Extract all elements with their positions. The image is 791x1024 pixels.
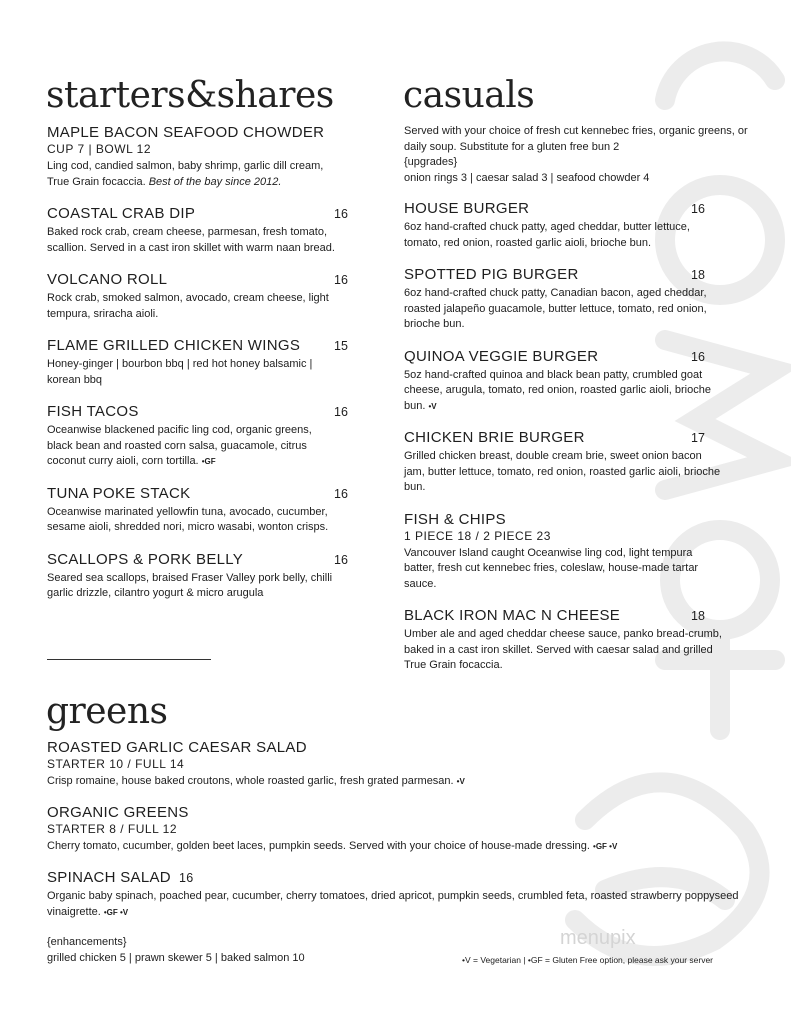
item-description-text: 5oz hand-crafted quinoa and black bean patty, crumbled goat cheese, arugula, tomato, red onion, roasted garlic aioli, brioche bun. — [404, 368, 711, 412]
item-description — [404, 627, 724, 674]
item-description — [47, 357, 337, 388]
menu-item — [47, 403, 347, 470]
item-description — [47, 839, 747, 855]
item-description-text: Crisp romaine, house baked croutons, whole roasted garlic, fresh grated parmesan. — [47, 775, 454, 787]
item-description — [404, 546, 724, 593]
menu-item — [404, 511, 749, 593]
section-divider — [47, 659, 211, 660]
menu-item — [47, 205, 347, 256]
item-name-text: QUINOA VEGGIE BURGER — [404, 347, 599, 365]
menu-item — [47, 804, 747, 855]
item-name-text: VOLCANO ROLL — [47, 271, 168, 288]
casuals-intro: Served with your choice of fresh cut kennebec fries, organic greens, or daily soup. Substitute for a gluten free bun 2 — [404, 125, 748, 153]
item-description — [47, 505, 337, 536]
item-price: 16 — [178, 871, 194, 885]
enhancements-label: {enhancements} — [47, 936, 127, 948]
menu-item — [47, 869, 747, 920]
item-description — [47, 225, 337, 256]
item-price: 16 — [334, 207, 348, 221]
item-price: 18 — [691, 268, 705, 282]
item-description-text: Oceanwise marinated yellowfin tuna, avocado, cucumber, sesame aioli, shredded nori, micro wasabi, wonton crisps. — [47, 505, 329, 533]
item-description — [47, 423, 337, 470]
item-description-text: Oceanwise blackened pacific ling cod, organic greens, black bean and roasted corn salsa, guacamole, citrus coconut curry aioli, corn tortilla. — [47, 424, 312, 467]
upgrades-label: {upgrades} — [404, 156, 458, 168]
item-size-prices: STARTER 10 / FULL 14 — [47, 757, 185, 771]
dietary-tag: •V — [456, 777, 465, 786]
item-description-text: Rock crab, smoked salmon, avocado, cream cheese, light tempura, sriracha aioli. — [47, 292, 329, 320]
item-price: 18 — [691, 609, 705, 623]
item-price: 16 — [334, 486, 348, 501]
logo-letter-stroke — [665, 51, 775, 100]
item-name-text: SPINACH SALAD — [47, 869, 171, 886]
item-price: 16 — [334, 405, 348, 419]
item-size-prices: 1 PIECE 18 / 2 PIECE 23 — [404, 528, 551, 543]
menu-item — [47, 739, 747, 790]
item-name-text: FLAME GRILLED CHICKEN WINGS — [47, 337, 301, 354]
item-description — [404, 368, 724, 415]
item-size-prices: STARTER 8 / FULL 12 — [47, 822, 177, 836]
item-name — [47, 205, 347, 223]
item-price: 17 — [691, 431, 705, 445]
item-name-text: FISH TACOS — [47, 403, 139, 420]
item-description-text: Honey-ginger | bourbon bbq | red hot honey balsamic | korean bbq — [47, 358, 313, 386]
item-name — [47, 124, 347, 142]
item-note: Best of the bay since 2012. — [148, 175, 282, 188]
item-description-text: Baked rock crab, cream cheese, parmesan, fresh tomato, scallion. Served in a cast iron skillet with warm naan bread. — [47, 226, 335, 254]
menu-item — [47, 485, 347, 536]
item-price: 16 — [334, 273, 348, 287]
item-name — [47, 869, 747, 887]
menupix-watermark: menupix — [560, 927, 636, 949]
casuals-list — [404, 124, 749, 689]
item-description-text: Vancouver Island caught Oceanwise ling cod, light tempura batter, fresh cut kennebec fries, coleslaw, house-made tartar sauce. — [404, 546, 699, 590]
greens-heading: greens — [46, 691, 168, 732]
item-description — [47, 159, 337, 190]
casuals-heading: casuals — [403, 75, 535, 116]
menu-item — [47, 124, 347, 190]
item-name-text: TUNA POKE STACK — [47, 484, 191, 502]
item-description — [47, 889, 747, 920]
item-name — [404, 511, 749, 529]
menu-item — [404, 200, 749, 251]
item-name — [47, 403, 347, 421]
item-price: 16 — [691, 202, 705, 216]
item-price: 16 — [691, 349, 705, 364]
item-name-text: MAPLE BACON SEAFOOD CHOWDER — [47, 124, 325, 141]
item-name-text: CHICKEN BRIE BURGER — [404, 429, 585, 446]
item-size-prices: CUP 7 | BOWL 12 — [47, 142, 151, 156]
upgrades-list: onion rings 3 | caesar salad 3 | seafood chowder 4 — [404, 171, 650, 184]
item-description — [404, 449, 724, 496]
dietary-tag: •GF •V — [593, 842, 618, 851]
item-name-text: BLACK IRON MAC N CHEESE — [404, 607, 621, 624]
menu-item — [404, 348, 749, 415]
item-name — [47, 337, 347, 355]
item-description — [47, 291, 337, 322]
item-description-text: Seared sea scallops, braised Fraser Valley pork belly, chilli garlic drizzle, cilantro yogurt & micro arugula — [47, 571, 333, 599]
item-name — [47, 271, 347, 289]
item-description-text: 6oz hand-crafted chuck patty, aged cheddar, butter lettuce, tomato, red onion, roasted garlic aioli, brioche bun. — [404, 221, 690, 249]
item-description-text: Umber ale and aged cheddar cheese sauce, panko bread-crumb, baked in a cast iron skillet. Served with caesar salad and grilled True Grain focaccia. — [404, 628, 722, 671]
item-name-text: COASTAL CRAB DIP — [47, 205, 196, 222]
menu-item — [47, 271, 347, 322]
dietary-tag: •GF •V — [103, 907, 129, 917]
item-name-text: SPOTTED PIG BURGER — [404, 266, 579, 283]
item-name-text: HOUSE BURGER — [404, 200, 530, 217]
item-name — [47, 739, 747, 757]
item-name-text: ROASTED GARLIC CAESAR SALAD — [47, 739, 307, 756]
menu-item — [404, 266, 749, 333]
item-name — [47, 485, 347, 503]
item-name-text: FISH & CHIPS — [404, 510, 506, 528]
item-description-text: 6oz hand-crafted chuck patty, Canadian bacon, aged cheddar, roasted jalapeño guacamole, butter lettuce, tomato, red onion, brioche bun. — [404, 287, 707, 330]
item-description-text: Ling cod, candied salmon, baby shrimp, garlic dill cream, True Grain focaccia. — [47, 160, 324, 188]
menu-item — [404, 429, 749, 496]
menu-item — [47, 551, 347, 602]
menu-item — [47, 337, 347, 388]
item-name — [47, 804, 747, 822]
item-description — [47, 571, 337, 602]
dietary-tag: •V — [428, 401, 437, 411]
item-description — [404, 286, 724, 333]
item-price: 16 — [334, 552, 348, 567]
item-description-text: Grilled chicken breast, double cream brie, sweet onion bacon jam, butter lettuce, tomato, red onion, roasted garlic aioli, brioche bun. — [404, 450, 721, 493]
enhancements-list: grilled chicken 5 | prawn skewer 5 | baked salmon 10 — [47, 952, 305, 964]
menu-item — [404, 607, 749, 674]
item-description-text: Cherry tomato, cucumber, golden beet laces, pumpkin seeds. Served with your choice of house-made dressing. — [47, 840, 590, 852]
starters-list — [47, 124, 347, 617]
item-price: 15 — [334, 339, 348, 353]
item-description — [47, 774, 747, 790]
dietary-tag: •GF — [201, 457, 216, 466]
item-name-text: ORGANIC GREENS — [47, 804, 189, 821]
item-description-text: Organic baby spinach, poached pear, cucumber, cherry tomatoes, dried apricot, pumpkin seeds, crumbled feta, roasted strawberry poppyseed vinaigrette. — [47, 890, 739, 918]
item-name-text: SCALLOPS & PORK BELLY — [47, 550, 244, 568]
dietary-legend: •V = Vegetarian | •GF = Gluten Free option, please ask your server — [462, 955, 714, 965]
item-description — [404, 220, 724, 251]
starters-heading: starters&shares — [46, 75, 334, 116]
item-name — [47, 551, 347, 569]
